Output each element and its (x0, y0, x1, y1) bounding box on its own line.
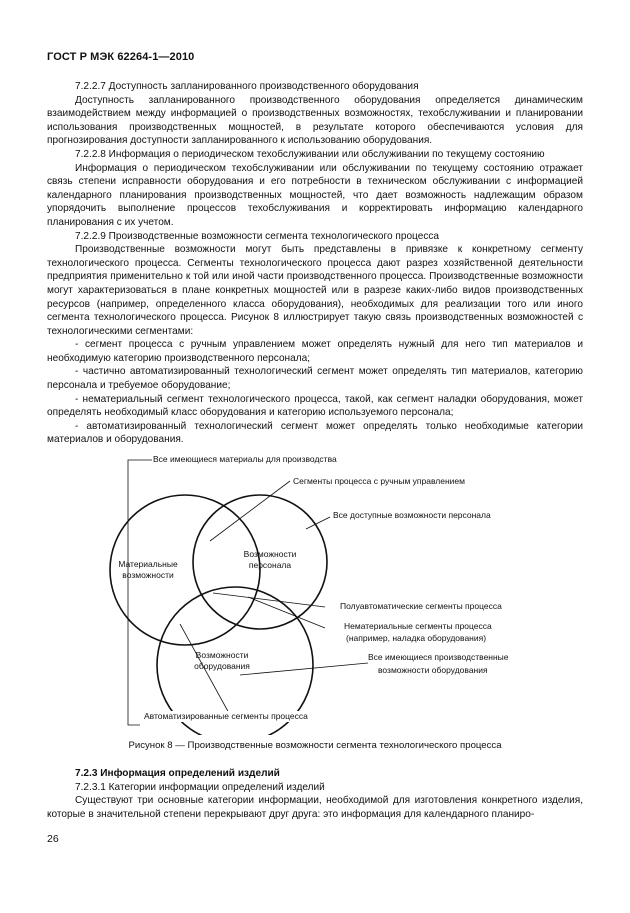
paragraph: 7.2.2.8 Информация о периодическом техобслуживании или обслуживании по текущему состоянию (75, 148, 545, 160)
semiauto-segments-label: Полуавтоматические сегменты процесса (340, 601, 502, 611)
section-heading: 7.2.3 Информация определений изделий (75, 768, 280, 779)
nonmaterial-segments-label-1: Нематериальные сегменты процесса (344, 621, 492, 631)
all-equipment-label-2: возможности оборудования (378, 665, 488, 675)
all-personnel-label: Все доступные возможности персонала (333, 510, 491, 520)
paragraph: Производственные возможности могут быть представлены в привязке к конкретному сегменту технологического процесса. Сегменты технологического процесса дают разрез хозяйственной деятельности предприятия применительно к той или иной части производственного процесса. Производственные возможности могут характеризоваться в плане конкретных мощностей или в разрезе каких-либо видов производственных ресурсов (например, определенного класса оборудования), необходимых для реализации того или иного сегмента технологического процесса. Рисунок 8 иллюстрирует такую связь производственных возможностей с технологическими сегментами: (47, 244, 583, 337)
all-equipment-label-1: Все имеющиеся производственные (368, 652, 509, 662)
subsection-heading: 7.2.3.1 Категории информации определений изделий (75, 781, 325, 793)
paragraph: - нематериальный сегмент технологического процесса, такой, как сегмент наладки оборудования, может определять необходимый класс оборудования и категорию используемого персонала; (47, 393, 583, 419)
paragraph: 7.2.2.7 Доступность запланированного производственного оборудования (75, 81, 419, 92)
auto-segments-label: Автоматизированные сегменты процесса (144, 711, 308, 721)
manual-segments-label: Сегменты процесса с ручным управлением (293, 476, 466, 486)
paragraph: 7.2.2.9 Производственные возможности сегмента технологического процесса (75, 230, 440, 242)
materials-circle-label: Материальные возможности (118, 559, 178, 580)
personnel-circle-label: Возможности персонала (243, 549, 297, 570)
paragraph: Доступность запланированного производственного оборудования определяется динамическим взаимодействием между информацией о производственных возможностях, техобслуживании и планировании использования производственных мощностей, в результате которого обеспечиваются условия для прогнозирования доступности запланированного к использованию оборудования. (47, 94, 583, 147)
venn-diagram-svg (100, 445, 540, 735)
nonmaterial-segments-label-2: (например, наладка оборудования) (346, 633, 487, 643)
paragraph: Информация о периодическом техобслуживании или обслуживании по текущему состоянию отражает связь степени исправности оборудования и его потребности в техническом обслуживании с информацией календарного планирования производственных мощностей, что дает возможность надлежащим образом упорядочить выполнение процессов техобслуживания и корректировать информацию календарного планирования с их учетом. (47, 162, 583, 228)
all-materials-label: Все имеющиеся материалы для производства (153, 454, 337, 464)
paragraph: Существуют три основные категории информации, необходимой для изготовления конкретного изделия, которые в значительной степени перекрывают друг друга: это информация для календарного планиро- (47, 795, 583, 820)
venn-diagram-figure (100, 445, 540, 735)
page-number: 26 (47, 833, 59, 845)
body-text-top (47, 80, 583, 447)
materials-bracket-line (128, 460, 152, 725)
body-text-bottom (47, 767, 583, 821)
all-equipment-leader (240, 663, 368, 675)
document-header: ГОСТ Р МЭК 62264-1—2010 (47, 51, 195, 63)
paragraph: - автоматизированный технологический сегмент может определять только необходимые категории материалов и оборудования. (47, 420, 583, 446)
equipment-circle-label: Возможности оборудования (194, 650, 250, 671)
paragraph: - частично автоматизированный технологический сегмент может определять тип материалов, категорию персонала и требуемое оборудование; (47, 366, 583, 392)
paragraph: - сегмент процесса с ручным управлением может определять нужный для него тип материалов и необходимую категорию производственного персонала; (47, 339, 583, 364)
figure-caption: Рисунок 8 — Производственные возможности сегмента технологического процесса (128, 740, 502, 751)
